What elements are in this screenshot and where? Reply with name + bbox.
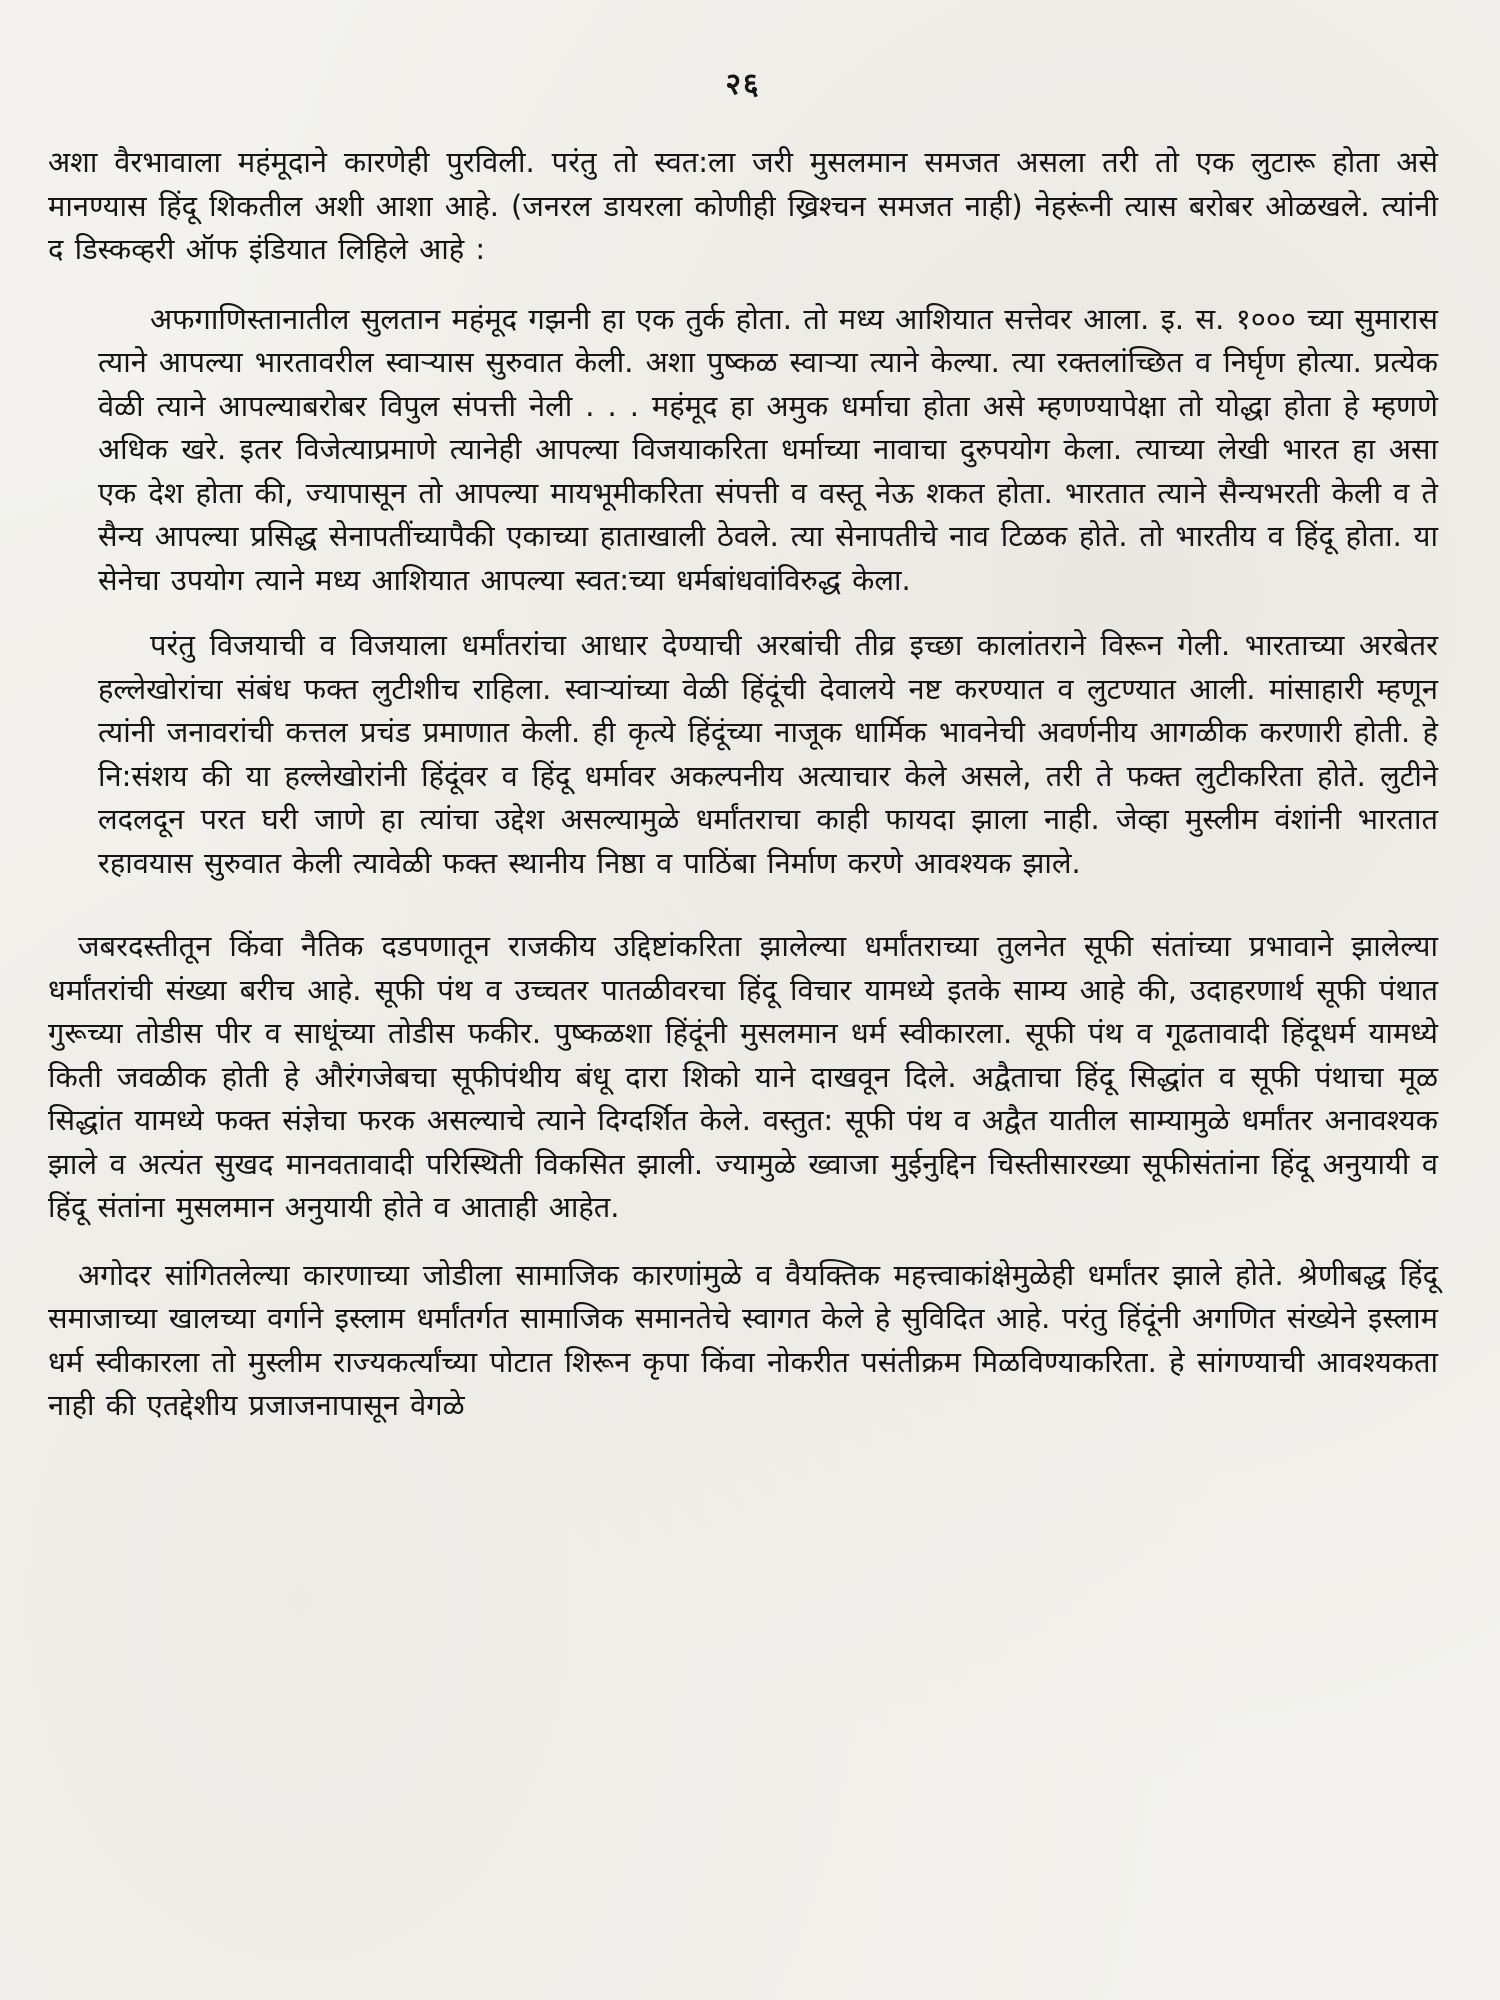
quote-paragraph-2: परंतु विजयाची व विजयाला धर्मांतरांचा आधार देण्याची अरबांची तीव्र इच्छा कालांतराने विरून गेली. भारताच्या अरबेतर हल्लेखोरांचा संबंध फक्त लुटीशीच राहिला. स्वाऱ्यांच्या वेळी हिंदूंची देवालये नष्ट करण्यात व लुटण्यात आली. मांसाहारी म्हणून त्यांनी जनावरांची कत्तल प्रचंड प्रमाणात केली. ही कृत्ये हिंदूंच्या नाजूक धार्मिक भावनेची अवर्णनीय आगळीक करणारी होती. हे नि:संशय की या हल्लेखोरांनी हिंदूंवर व हिंदू धर्मावर अकल्पनीय अत्याचार केले असले, तरी ते फक्त लुटीकरिता होते. लुटीने लदलदून परत घरी जाणे हा त्यांचा उद्देश असल्यामुळे धर्मांतराचा काही फायदा झाला नाही. जेव्हा मुस्लीम वंशांनी भारतात रहावयास सुरुवात केली त्यावेळी फक्त स्थानीय निष्ठा व पाठिंबा निर्माण करणे आवश्यक झाले. <box>98 628 1438 880</box>
body-paragraph-1: जबरदस्तीतून किंवा नैतिक दडपणातून राजकीय उद्दिष्टांकरिता झालेल्या धर्मांतराच्या तुलनेत सूफी संतांच्या प्रभावाने झालेल्या धर्मांतरांची संख्या बरीच आहे. सूफी पंथ व उच्चतर पातळीवरचा हिंदू विचार यामध्ये इतके साम्य आहे की, उदाहरणार्थ सूफी पंथात गुरूच्या तोडीस पीर व साधूंच्या तोडीस फकीर. पुष्कळशा हिंदूंनी मुसलमान धर्म स्वीकारला. सूफी पंथ व गूढतावादी हिंदूधर्म यामध्ये किती जवळीक होती हे औरंगजेबचा सूफीपंथीय बंधू दारा शिको याने दाखवून दिले. अद्वैताचा हिंदू सिद्धांत व सूफी पंथाचा मूळ सिद्धांत यामध्ये फक्त संज्ञेचा फरक असल्याचे त्याने दिग्दर्शित केले. वस्तुत: सूफी पंथ व अद्वैत यातील साम्यामुळे धर्मांतर अनावश्यक झाले व अत्यंत सुखद मानवतावादी परिस्थिती विकसित झाली. ज्यामुळे ख्वाजा मुईनुद्दिन चिस्तीसारख्या सूफीसंतांना हिंदू अनुयायी व हिंदू संतांना मुसलमान अनुयायी होते व आताही आहेत. <box>48 929 1438 1224</box>
page-number: २६ <box>725 67 761 102</box>
intro-paragraph: अशा वैरभावाला महंमूदाने कारणेही पुरविली. परंतु तो स्वत:ला जरी मुसलमान समजत असला तरी तो एक लुटारू होता असे मानण्यास हिंदू शिकतील अशी आशा आहे. (जनरल डायरला कोणीही ख्रिश्चन समजत नाही) नेहरूंनी त्यास बरोबर ओळखले. त्यांनी द डिस्कव्हरी ऑफ इंडियात लिहिले आहे : <box>48 145 1438 266</box>
quoted-passage <box>48 298 1438 886</box>
body-paragraph-2: अगोदर सांगितलेल्या कारणाच्या जोडीला सामाजिक कारणांमुळे व वैयक्तिक महत्त्वाकांक्षेमुळेही धर्मांतर झाले होते. श्रेणीबद्ध हिंदू समाजाच्या खालच्या वर्गाने इस्लाम धर्मांतर्गत सामाजिक समानतेचे स्वागत केले हे सुविदित आहे. परंतु हिंदूंनी अगणित संख्येने इस्लाम धर्म स्वीकारला तो मुस्लीम राज्यकर्त्यांच्या पोटात शिरून कृपा किंवा नोकरीत पसंतीक्रम मिळविण्याकरिता. हे सांगण्याची आवश्यकता नाही की एतद्देशीय प्रजाजनापासून वेगळे <box>48 1257 1438 1422</box>
quote-paragraph-1: अफगाणिस्तानातील सुलतान महंमूद गझनी हा एक तुर्क होता. तो मध्य आशियात सत्तेवर आला. इ. स. १००० च्या सुमारास त्याने आपल्या भारतावरील स्वाऱ्यास सुरुवात केली. अशा पुष्कळ स्वाऱ्या त्याने केल्या. त्या रक्तलांच्छित व निर्घृण होत्या. प्रत्येक वेळी त्याने आपल्याबरोबर विपुल संपत्ती नेली . . . महंमूद हा अमुक धर्माचा होता असे म्हणण्यापेक्षा तो योद्धा होता हे म्हणणे अधिक खरे. इतर विजेत्याप्रमाणे त्यानेही आपल्या विजयाकरिता धर्माच्या नावाचा दुरुपयोग केला. त्याच्या लेखी भारत हा असा एक देश होता की, ज्यापासून तो आपल्या मायभूमीकरिता संपत्ती व वस्तू नेऊ शकत होता. भारतात त्याने सैन्यभरती केली व ते सैन्य आपल्या प्रसिद्ध सेनापतींच्यापैकी एकाच्या हाताखाली ठेवले. त्या सेनापतीचे नाव टिळक होते. तो भारतीय व हिंदू होता. या सेनेचा उपयोग त्याने मध्य आशियात आपल्या स्वत:च्या धर्मबांधवांविरुद्ध केला. <box>98 301 1438 597</box>
